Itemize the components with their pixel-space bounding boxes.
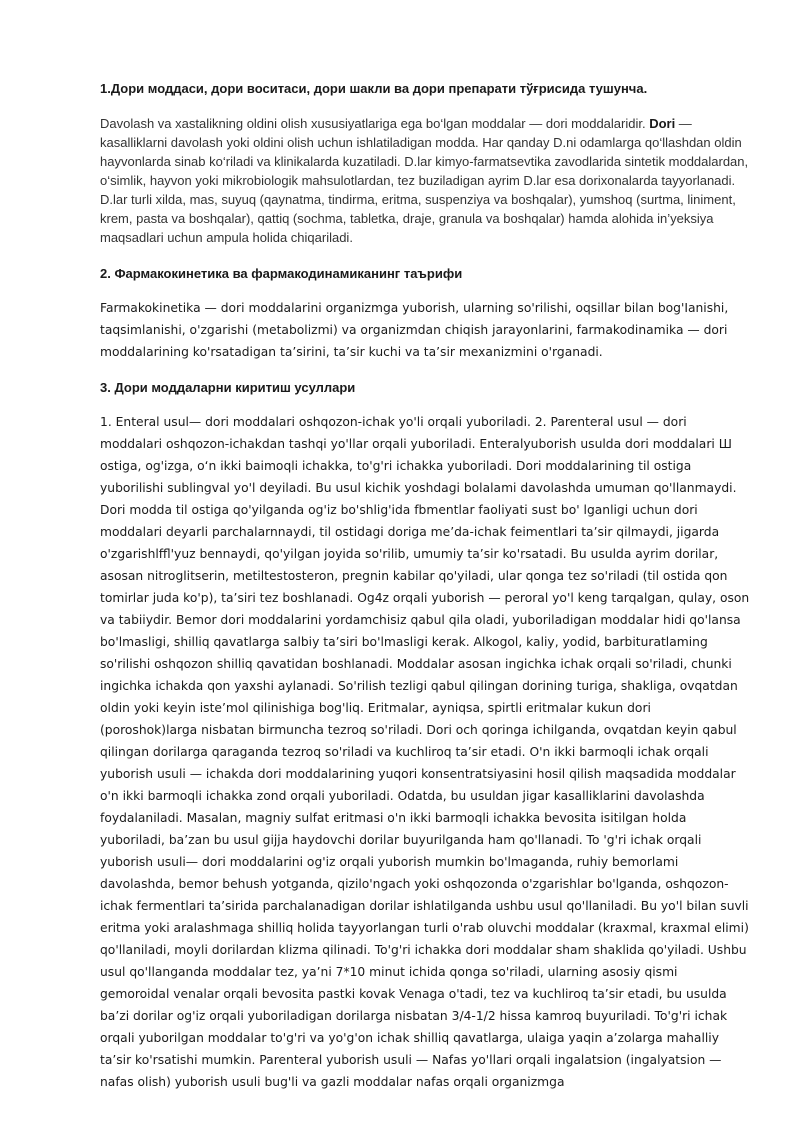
document-page (100, 80, 750, 1093)
section-3-paragraph: 1. Enteral usul— dori moddalari oshqozon-ichak yo'li orqali yuboriladi. 2. Parenteral usul — dori moddalari oshqozon-ichakdan tashqi yo'llar orqali yuboriladi. Enteralyuborish usulda dori moddalari Ш ostiga, og'izga, o‘n ikki baimoqli ichakka, to'g'ri ichakka yuboriladi. Dori moddalarining til ostiga yuborilishi sublingval yo'l deyiladi. Bu usul kichik yoshdagi bolalami davolashda umuman qo'llanmaydi. Dori modda til ostiga qo'yilganda og'iz bo'shlig'ida fbmentlar faoliyati sust bo' lganligi uchun dori moddalari deyarli parchalarnnaydi, til ostidagi doriga me’da-ichak feimentlari ta’sir qilmaydi, jigarda o'zgarishlffl'yuz bennaydi, qo'yilgan joyida so'rilib, umumiy ta’sir ko'rsatadi. Bu usulda ayrim dorilar, asosan nitroglitserin, metiltestosteron, pregnin kabilar qo'yiladi, ular qonga tez so'riladi (til ostida qon tomirlar juda ko'p), ta’siri tez boshlanadi. Og4z orqali yuborish — peroral yo'l keng tarqalgan, qulay, oson va tabiiydir. Bemor dori moddalarini yordamchisiz qabul qila oladi, yuboriladigan moddalar hidi qo'lansa bo'lmasligi, shilliq qavatlarga salbiy ta’siri bo'lmasligi kerak. Alkogol, kaliy, yodid, barbituratlaming so'rilishi oshqozon shilliq qavatidan boshlanadi. Moddalar asosan ingichka ichak orqali so'riladi, chunki ingichka ichakda qon yaxshi aylanadi. So'rilish tezligi qabul qilingan dorining turiga, shakliga, ovqatdan oldin yoki keyin iste’mol qilinishiga bog'liq. Eritmalar, ayniqsa, spirtli eritmalar kukun dori (poroshok)larga nisbatan birmuncha tezroq so'riladi. Dori och qoringa ichilganda, ovqatdan keyin qabul qilingan dorilarga qaraganda tezroq so'riladi va kuchliroq ta’sir etadi. O'n ikki barmoqli ichak orqali yuborish usuli — ichakda dori moddalarining yuqori konsentratsiyasini hosil qilish maqsadida moddalar o'n ikki barmoqli ichakka zond orqali yuboriladi. Odatda, bu usuldan jigar kasalliklarini davolashda foydalaniladi. Masalan, magniy sulfat eritmasi o'n ikki barmoqli ichakka bevosita isitilgan holda yuboriladi, ba’zan bu usul gijja haydovchi dorilar buyurilganda ham qo'llanadi. To 'g'ri ichak orqali yuborish usuli— dori moddalarini og'iz orqali yuborish mumkin bo'lmaganda, ruhiy bemorlami davolashda, bemor behush yotganda, qizilo'ngach yoki oshqozonda o'zgarishlar bo'lganda, oshqozon-ichak fermentlari ta’sirida parchalanadigan dorilar ishlatilganda ushbu usul qo'llaniladi. Bu yo'l bilan suvli eritma yoki aralashmaga shilliq holida tayyorlangan turli o'rab oluvchi moddalar (kraxmal, kraxmal elimi) qo'llaniladi, moyli dorilardan klizma qilinadi. To'g'ri ichakka dori moddalar sham shaklida qo'yiladi. Ushbu usul qo'llanganda moddalar tez, ya’ni 7*10 minut ichida qonga so'riladi, ularning asosiy qismi gemoroidal venalar orqali bevosita pastki kovak Venaga o'tadi, tez va kuchliroq ta’sir etadi, bu usulda ba’zi dorilar og'iz orqali yuboriladigan dorilarga nisbatan 3/4-1/2 hissa kamroq buyuriladi. To'g'ri ichak orqali yuborilgan moddalar to'g'ri va yo'g'on ichak shilliq qavatlarga, ulaiga yaqin a’zolarga mahalliy ta’sir ko'rsatishi mumkin. Parenteral yuborish usuli — Nafas yo'llari orqali ingalatsion (ingalyatsion — nafas olish) yuborish usuli bug'li va gazli moddalar nafas orqali organizmga (100, 415, 750, 1089)
section-1-text: — kasalliklarni davolash yoki oldini olish uchun ishlatiladigan modda. Har qanday D.ni odamlarga qo‘llashdan oldin hayvonlarda sinab ko‘riladi va klinikalarda kuzatiladi. D.lar kimyo-farmatsevtika zavodlarida sintetik moddalardan, o‘simlik, hayvon yoki mikrobiologik mahsulotlardan, tez buziladigan ayrim D.lar esa dorixonalarda tayyorlanadi. D.lar turli xilda, mas, suyuq (qaynatma, tindirma, eritma, suspenziya va boshqalar), yumshoq (surtma, liniment, krem, pasta va boshqalar), qattiq (sochma, tabletka, draje, granula va boshqalar) hamda alohida in’yeksiya maqsadlari uchun ampula holida chiqariladi. (100, 116, 749, 245)
section-1-paragraph (100, 114, 750, 247)
section-3-heading: 3. Дори моддаларни киритиш усуллари (100, 380, 356, 395)
section-2-heading: 2. Фармакокинетика ва фармакодинамиканинг таърифи (100, 266, 463, 281)
section-2-paragraph: Farmakokinetika — dori moddalarini organizmga yuborish, ularning so'rilishi, oqsillar bilan bog'Ianishi, taqsimlanishi, o'zgarishi (metabolizmi) va organizmdan chiqish jarayonlarini, farmakodinamika — dori moddalarining ko'rsatadigan ta’sirini, ta’sir kuchi va ta’sir mexanizmini o'rganadi. (100, 301, 729, 359)
section-1-heading: 1.Дори моддаси, дори воситаси, дори шакли ва дори препарати тўғрисида тушунча. (100, 81, 648, 96)
term-dori: Dori (649, 116, 676, 131)
section-1-lead: Davolash va xastalikning oldini olish xususiyatlariga ega bo‘lgan moddalar — dori moddalaridir. (100, 116, 650, 131)
